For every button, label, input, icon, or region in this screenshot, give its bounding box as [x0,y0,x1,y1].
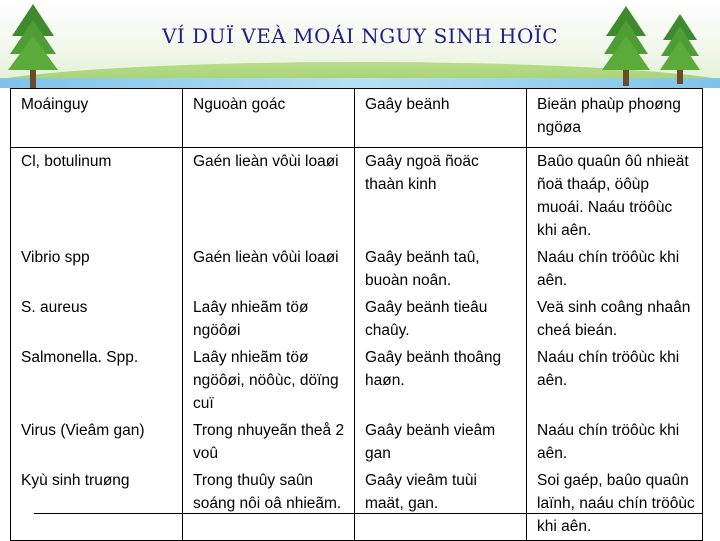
cell-source: Gaén lieàn vôùi loaøi [183,244,355,294]
cell-prevention: Naáu chín tröôùc khi aên. [527,344,703,417]
cell-source: Laây nhieãm töø ngöôøi [183,294,355,344]
header-disease: Gaây beänh [355,89,527,148]
cell-prevention: Veä sinh coâng nhaân cheá bieán. [527,294,703,344]
table-row [11,148,703,245]
header-hazard: Moáinguy [11,89,183,148]
cell-disease: Gaây beänh vieâm gan [355,417,527,467]
header-source: Nguoàn goác [183,89,355,148]
header-prevention: Bieän phaùp phoøng ngöøa [527,89,703,148]
table-row [11,344,703,417]
cell-hazard: S. aureus [11,294,183,344]
header-banner [0,0,720,88]
cell-hazard: Cl, botulinum [11,148,183,245]
cell-source: Trong nhuyeãn theå 2 voû [183,417,355,467]
cell-hazard: Salmonella. Spp. [11,344,183,417]
far-right-tree-icon [660,12,700,84]
cell-source: Laây nhieãm töø ngöôøi, nöôùc, döïng cuï [183,344,355,417]
cell-disease: Gaây beänh taû, buoàn noân. [355,244,527,294]
cell-hazard: Kyù sinh truøng [11,467,183,541]
cell-hazard: Virus (Vieâm gan) [11,417,183,467]
cell-source: Gaén lieàn vôùi loaøi [183,148,355,245]
cell-prevention: Soi gaép, baûo quaûn laïnh, naáu chín tröôùc khi aên. [527,467,703,541]
cell-disease: Gaây beänh tieâu chaûy. [355,294,527,344]
table-row [11,467,703,541]
footer-rule [34,513,702,514]
slide-title: VÍ DUÏ VEÀ MOÁI NGUY SINH HOÏC [161,24,559,48]
cell-disease: Gaây ngoä ñoäc thaàn kinh [355,148,527,245]
table-row [11,294,703,344]
cell-prevention: Baûo quaûn ôû nhieät ñoä thaáp, öôùp muoái. Naáu tröôùc khi aên. [527,148,703,245]
table-header-row [11,89,703,148]
cell-prevention: Naáu chín tröôùc khi aên. [527,417,703,467]
cell-disease: Gaây beänh thoâng haøn. [355,344,527,417]
cell-source: Trong thuûy saûn soáng nôi oâ nhieãm. [183,467,355,541]
cell-disease: Gaây vieâm tuùi maät, gan. [355,467,527,541]
table-row [11,417,703,467]
hazard-table [10,88,703,541]
cell-hazard: Vibrio spp [11,244,183,294]
table-row [11,244,703,294]
cell-prevention: Naáu chín tröôùc khi aên. [527,244,703,294]
